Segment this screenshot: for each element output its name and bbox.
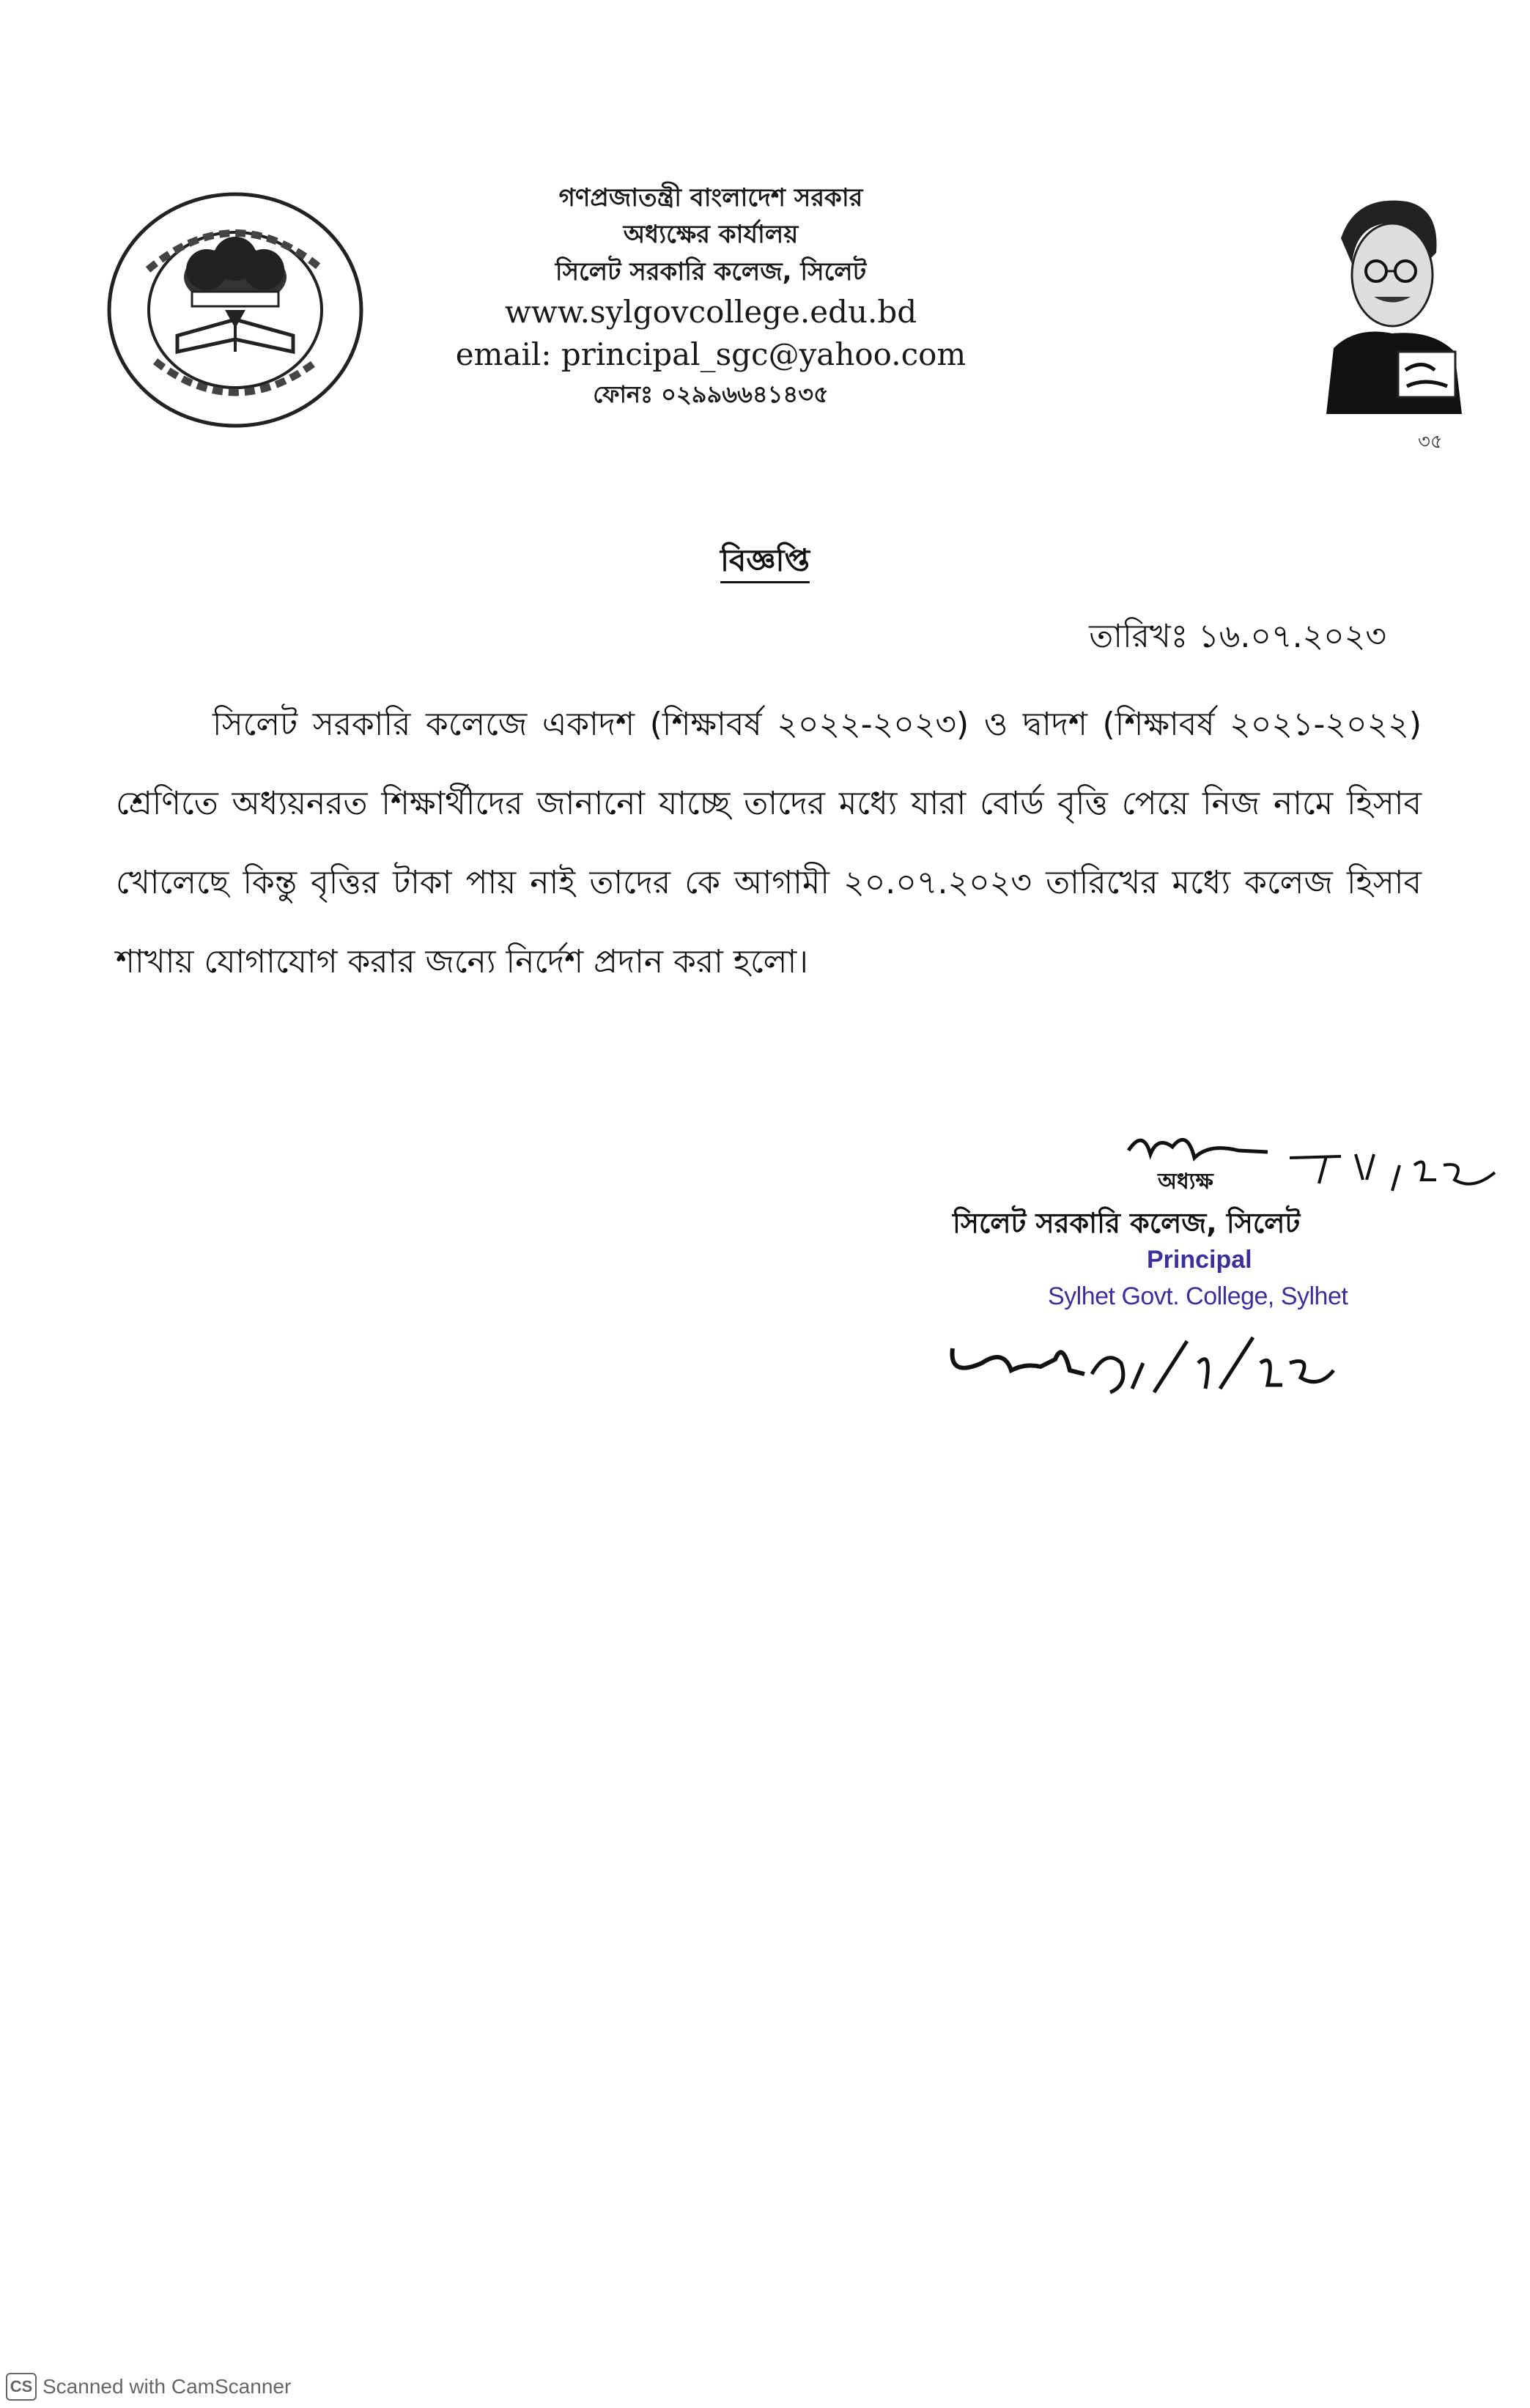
- footer-text: Scanned with CamScanner: [42, 2375, 292, 2398]
- office-name: অধ্যক্ষের কার্যালয়: [623, 220, 799, 249]
- signatory-title: অধ্যক্ষ: [1158, 1169, 1213, 1194]
- college-seal-logo: [104, 189, 366, 431]
- stamp-principal: Principal: [1147, 1246, 1252, 1274]
- college-name: সিলেট সরকারি কলেজ, সিলেট: [555, 257, 867, 287]
- camscanner-logo-icon: CS: [6, 2373, 37, 2401]
- website-text: www.sylgovcollege.edu.bd: [504, 294, 917, 330]
- portrait-image: [1312, 194, 1467, 414]
- stamp-college: Sylhet Govt. College, Sylhet: [1048, 1282, 1348, 1310]
- email-text: email: principal_sgc@yahoo.com: [455, 336, 967, 372]
- notice-title-text: বিজ্ঞপ্তি: [720, 542, 810, 583]
- page-number: ৩৫: [1418, 431, 1443, 453]
- phone-text: ফোনঃ ০২৯৯৬৬৪১৪৩৫: [593, 380, 829, 408]
- letterhead: [410, 180, 1011, 413]
- second-signature-with-date: [945, 1319, 1341, 1422]
- signatory-college: সিলেট সরকারি কলেজ, সিলেট: [953, 1207, 1301, 1239]
- scanner-footer: [6, 2373, 291, 2401]
- notice-title: [0, 536, 1530, 588]
- notice-body: সিলেট সরকারি কলেজে একাদশ (শিক্ষাবর্ষ ২০২২-২০২৩) ও দ্বাদশ (শিক্ষাবর্ষ ২০২১-২০২২) শ্রেণিতে অধ্যয়নরত শিক্ষার্থীদের জানানো যাচ্ছে তাদের মধ্যে যারা বোর্ড বৃত্তি পেয়ে নিজ নামে হিসাব খোলেছে কিন্তু বৃত্তির টাকা পায় নাই তাদের কে আগামী ২০.০৭.২০২৩ তারিখের মধ্যে কলেজ হিসাব শাখায় যোগাযোগ করার জন্যে নির্দেশ প্রদান করা হলো।: [116, 706, 1422, 980]
- notice-date: তারিখঃ ১৬.০৭.২০২৩: [1089, 618, 1386, 655]
- government-name: গণপ্রজাতন্ত্রী বাংলাদেশ সরকার: [558, 183, 863, 213]
